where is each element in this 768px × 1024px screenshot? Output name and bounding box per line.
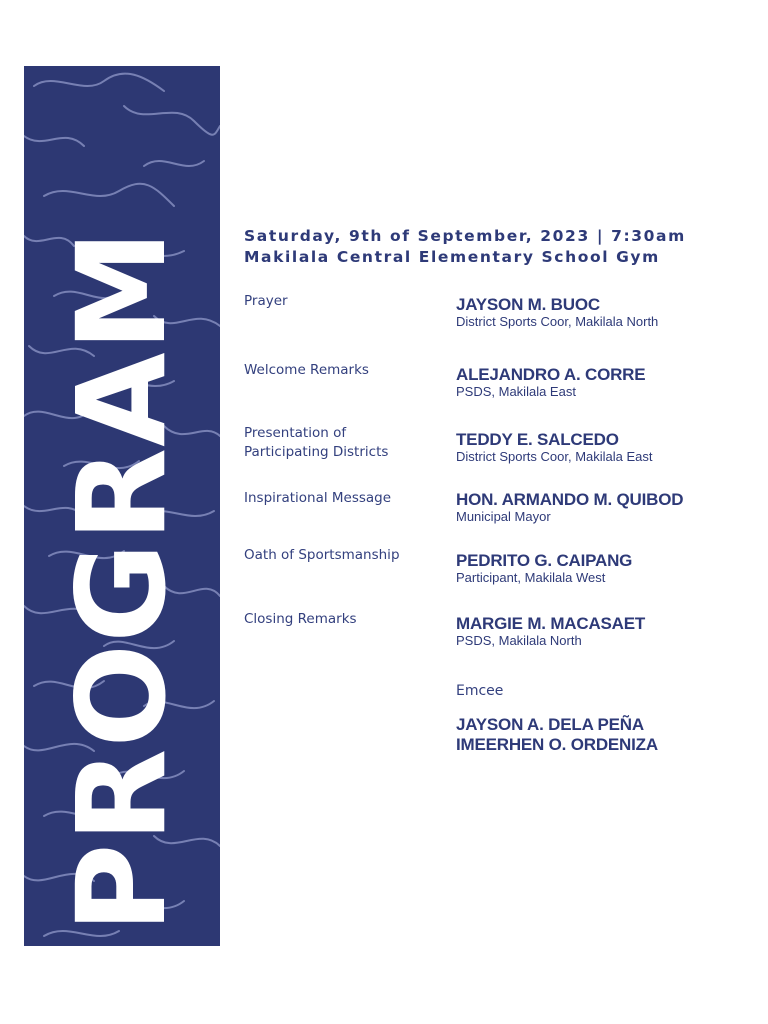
- program-part: [244, 361, 444, 380]
- emcee-name: IMEERHEN O. ORDENIZA: [456, 735, 658, 754]
- part-label: Participating Districts: [244, 444, 389, 460]
- person-role: PSDS, Makilala North: [456, 633, 582, 648]
- program-person: [456, 365, 756, 400]
- part-label: Inspirational Message: [244, 490, 392, 506]
- part-label: Prayer: [244, 293, 288, 309]
- person-role: PSDS, Makilala East: [456, 384, 576, 399]
- emcee-label: Emcee: [456, 683, 504, 699]
- event-venue: Makilala Central Elementary School Gym: [244, 248, 660, 266]
- person-name: HON. ARMANDO M. QUIBOD: [456, 490, 684, 509]
- event-date-time: Saturday, 9th of September, 2023 | 7:30am: [244, 227, 686, 245]
- program-part: [244, 292, 444, 311]
- person-name: JAYSON M. BUOC: [456, 295, 600, 314]
- program-person: [456, 295, 756, 330]
- part-label: Presentation of: [244, 425, 347, 441]
- program-part: [244, 489, 444, 508]
- person-role: District Sports Coor, Makilala East: [456, 449, 653, 464]
- program-person: [456, 490, 756, 525]
- emcee-name: JAYSON A. DELA PEÑA: [456, 715, 644, 734]
- event-info: [244, 226, 686, 268]
- part-label: Oath of Sportsmanship: [244, 547, 400, 563]
- person-name: ALEJANDRO A. CORRE: [456, 365, 646, 384]
- person-role: Participant, Makilala West: [456, 570, 606, 585]
- person-role: District Sports Coor, Makilala North: [456, 314, 659, 329]
- person-name: MARGIE M. MACASAET: [456, 614, 646, 633]
- program-part: [244, 546, 444, 565]
- part-label: Closing Remarks: [244, 611, 357, 627]
- part-label: Welcome Remarks: [244, 362, 369, 378]
- emcee-list: [456, 715, 658, 755]
- program-person: [456, 430, 756, 465]
- program-person: [456, 551, 756, 586]
- program-part: [244, 424, 444, 462]
- program-title: PROGRAM: [51, 229, 193, 933]
- person-name: PEDRITO G. CAIPANG: [456, 551, 633, 570]
- program-part: [244, 610, 444, 629]
- program-person: [456, 614, 756, 649]
- person-role: Municipal Mayor: [456, 509, 551, 524]
- person-name: TEDDY E. SALCEDO: [456, 430, 619, 449]
- program-banner: [24, 66, 220, 946]
